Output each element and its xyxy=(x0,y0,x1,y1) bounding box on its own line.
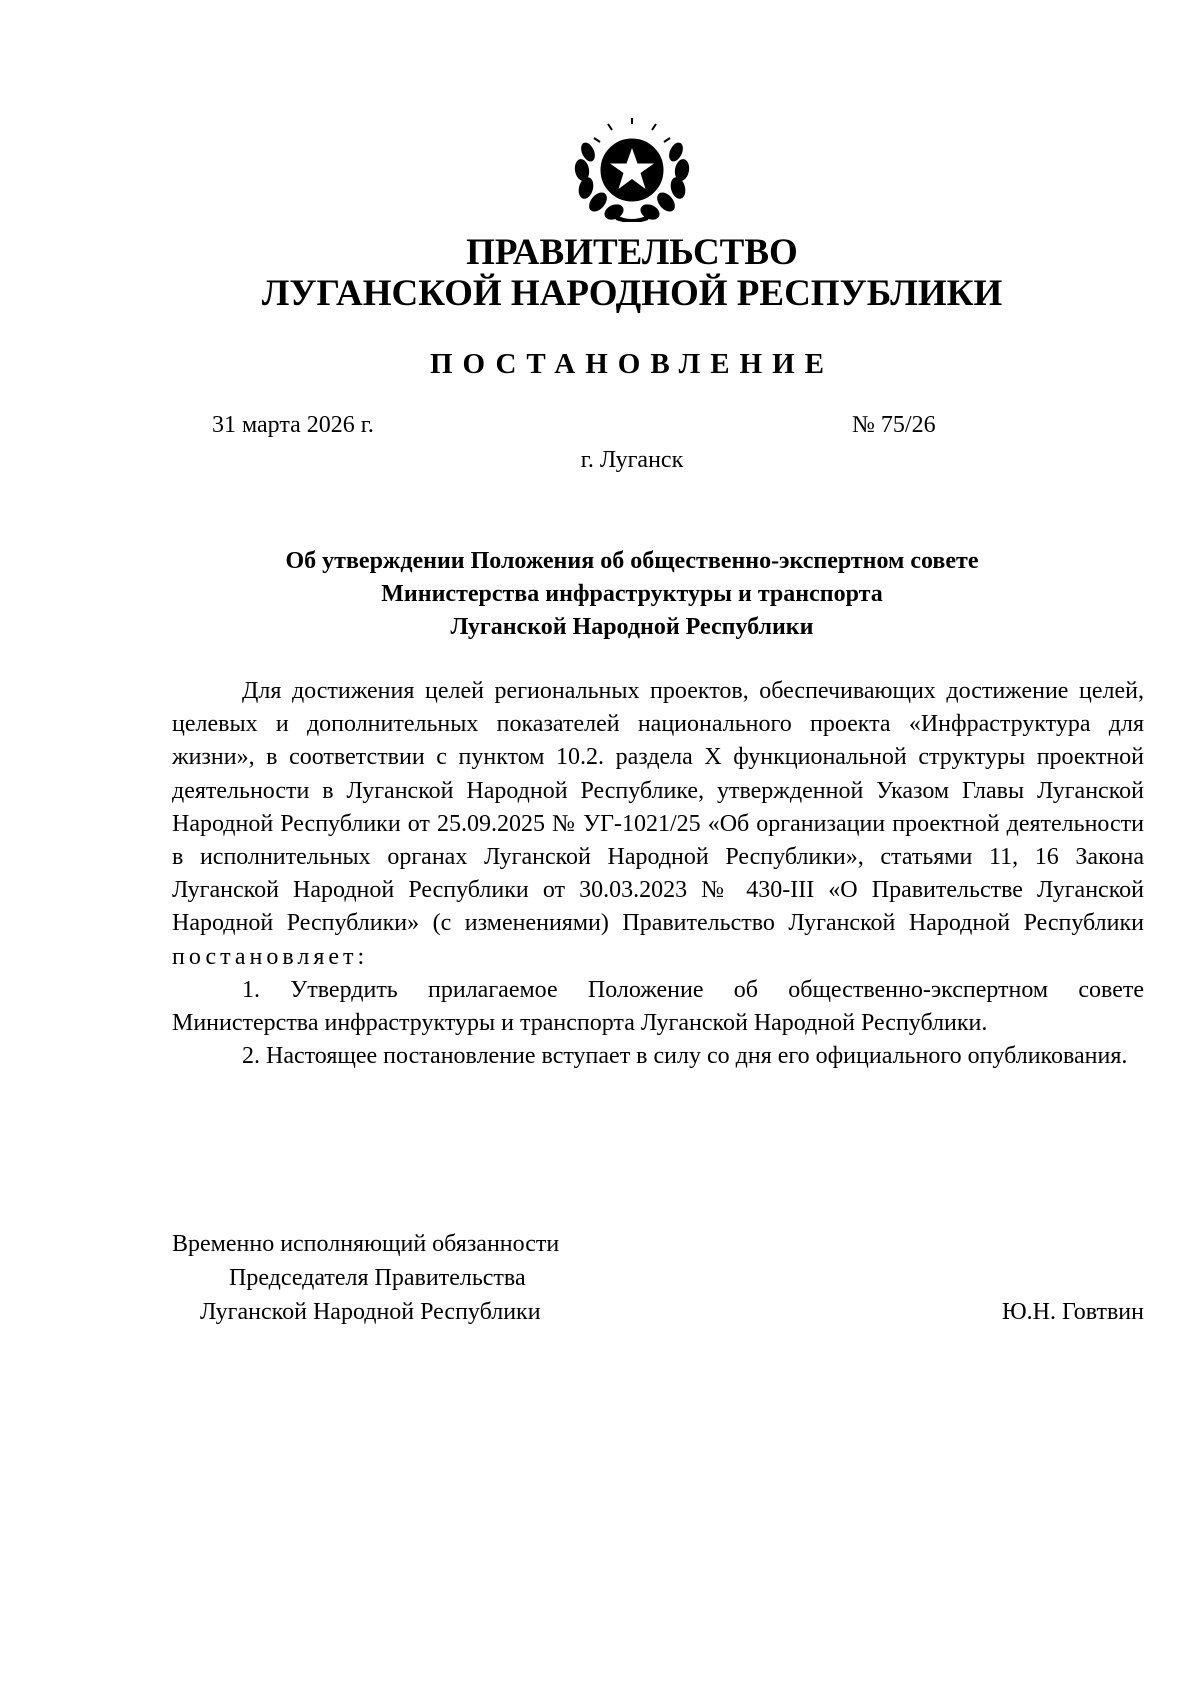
signatory-position-line-1: Временно исполняющий обязанности xyxy=(172,1231,560,1257)
subject-line-3: Луганской Народной Республики xyxy=(450,614,814,640)
document-city: г. Луганск xyxy=(580,447,684,473)
signatory-position-line-3: Луганской Народной Республики xyxy=(200,1299,541,1325)
signatory-position-line-2: Председателя Правительства xyxy=(229,1265,526,1291)
document-date: 31 марта 2026 г. xyxy=(212,412,374,438)
organization-title-line-1: ПРАВИТЕЛЬСТВО xyxy=(466,232,798,273)
signatory-position xyxy=(172,1227,772,1329)
luhansk-coat-of-arms-icon xyxy=(570,118,694,222)
organization-title-line-2: ЛУГАНСКОЙ НАРОДНОЙ РЕСПУБЛИКИ xyxy=(261,273,1003,314)
preamble-text: Для достижения целей региональных проектов, обеспечивающих достижение целей, целевых и дополнительных показателей национального проекта «Инфраструктура для жизни», в соответствии с пунктом 10.2. раздела X функциональной структуры проектной деятельности в Луганской Народной Республике, утвержденной Указом Главы Луганской Народной Республики от 25.09.2025 № УГ-1021/25 «Об организации проектной деятельности в исполнительных органах Луганской Народной Республики», статьями 11, 16 Закона Луганской Народной Республики от 30.03.2023 № 430-III «О Правительстве Луганской Народной Республики» (с изменениями) Правительство Луганской Народной Республики xyxy=(172,678,1144,937)
document-type: ПОСТАНОВЛЕНИЕ xyxy=(429,348,834,380)
document-body xyxy=(172,675,1144,1073)
preamble-paragraph xyxy=(172,675,1144,974)
subject-line-1: Об утверждении Положения об общественно-экспертном совете xyxy=(285,548,979,574)
resolution-item-2: 2. Настоящее постановление вступает в силу со дня его официального опубликования. xyxy=(242,1043,1128,1070)
resolves-word: постановляет xyxy=(172,943,358,970)
signatory-name: Ю.Н. Говтвин xyxy=(1001,1299,1144,1325)
document-subject xyxy=(170,545,1094,644)
resolution-item-1: 1. Утвердить прилагаемое Положение об общественно-экспертном совете Министерства инфраструктуры и транспорта Луганской Народной Республики. xyxy=(172,976,1144,1037)
document-number: № 75/26 xyxy=(852,412,936,438)
resolves-colon: : xyxy=(357,943,365,970)
subject-line-2: Министерства инфраструктуры и транспорта xyxy=(381,581,883,607)
